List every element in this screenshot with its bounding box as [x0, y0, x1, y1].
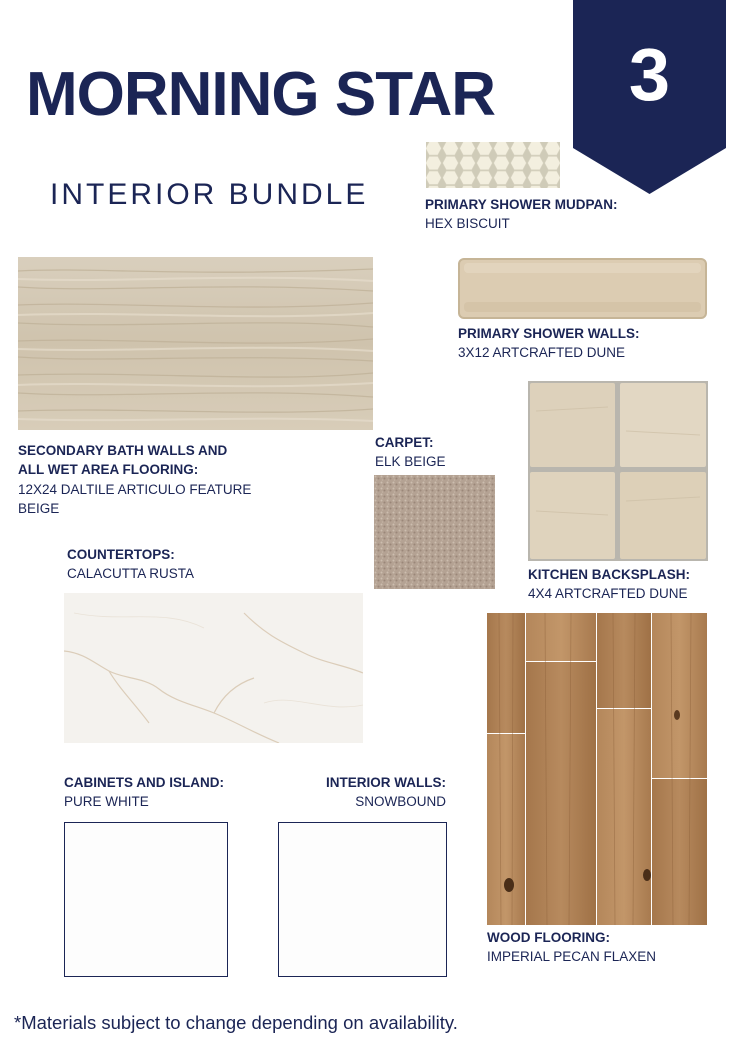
cabinets-swatch [64, 822, 228, 977]
cabinets-value: PURE WHITE [64, 794, 149, 809]
wood-flooring-swatch [487, 613, 707, 925]
backsplash-value: 4X4 ARTCRAFTED DUNE [528, 586, 688, 601]
secondary-bath-label-line2: ALL WET AREA FLOORING: [18, 462, 199, 477]
carpet-label: CARPET: [375, 435, 434, 450]
shower-walls-label: PRIMARY SHOWER WALLS: [458, 326, 640, 341]
interior-walls-value: SNOWBOUND [355, 794, 446, 809]
page-subtitle: INTERIOR BUNDLE [50, 178, 369, 211]
backsplash-tile-swatch [528, 381, 708, 561]
articulo-tile-swatch [18, 257, 373, 430]
wood-flooring-value: IMPERIAL PECAN FLAXEN [487, 949, 657, 964]
secondary-bath-value-line1: 12X24 DALTILE ARTICULO FEATURE [18, 482, 252, 497]
page-title: MORNING STAR [26, 60, 496, 129]
shower-walls-value: 3X12 ARTCRAFTED DUNE [458, 345, 626, 360]
mudpan-label: PRIMARY SHOWER MUDPAN: [425, 197, 618, 212]
countertop-swatch [64, 593, 363, 743]
cabinets-label: CABINETS AND ISLAND: [64, 775, 224, 790]
secondary-bath-value-line2: BEIGE [18, 501, 60, 516]
backsplash-label: KITCHEN BACKSPLASH: [528, 567, 690, 582]
hex-biscuit-swatch [425, 141, 561, 189]
countertops-label: COUNTERTOPS: [67, 547, 175, 562]
availability-note: *Materials subject to change depending on availability. [14, 1012, 458, 1033]
shower-wall-tile-swatch [458, 258, 707, 319]
wood-flooring-label: WOOD FLOORING: [487, 930, 610, 945]
carpet-value: ELK BEIGE [375, 454, 446, 469]
bundle-number: 3 [628, 33, 671, 116]
interior-walls-label: INTERIOR WALLS: [326, 775, 446, 790]
countertops-value: CALACUTTA RUSTA [67, 566, 195, 581]
mudpan-value: HEX BISCUIT [425, 216, 510, 231]
carpet-swatch [374, 475, 495, 589]
interior-walls-swatch [278, 822, 447, 977]
secondary-bath-label-line1: SECONDARY BATH WALLS AND [18, 443, 228, 458]
